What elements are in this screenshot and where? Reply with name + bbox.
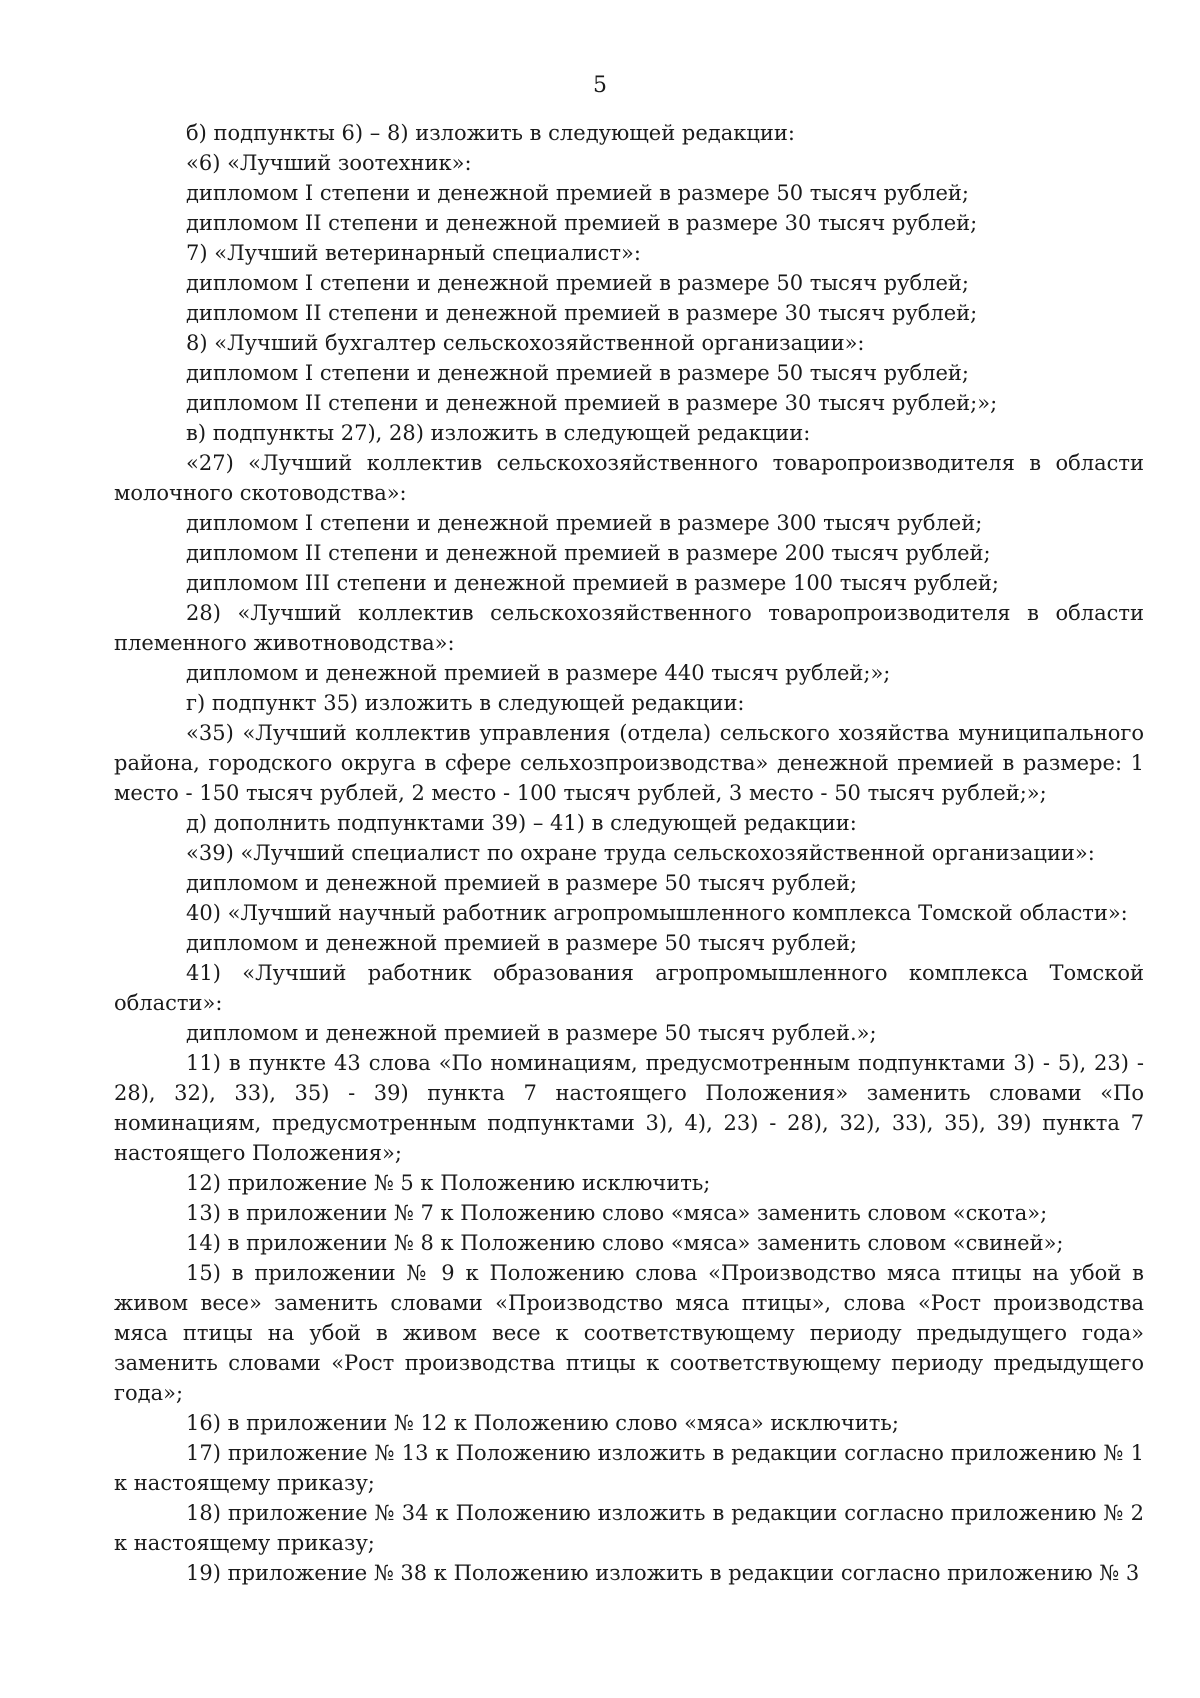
paragraph: 17) приложение № 13 к Положению изложить в редакции согласно приложению № 1 к настоящему приказу;: [114, 1441, 1144, 1495]
paragraph: 15) в приложении № 9 к Положению слова «Производство мяса птицы на убой в живом весе» заменить словами «Производство мяса птицы», слова «Рост производства мяса птицы на убой в живом весе к соответствующему периоду предыдущего года» заменить словами «Рост производства птицы к соответствующему периоду предыдущего года»;: [114, 1261, 1144, 1405]
paragraph: 16) в приложении № 12 к Положению слово «мяса» исключить;: [186, 1411, 899, 1435]
paragraph: 12) приложение № 5 к Положению исключить;: [186, 1171, 711, 1195]
paragraph: дипломом и денежной премией в размере 50 тысяч рублей;: [186, 931, 858, 955]
paragraph: дипломом и денежной премией в размере 440 тысяч рублей;»;: [186, 661, 891, 685]
paragraph: 41) «Лучший работник образования агропромышленного комплекса Томской области»:: [114, 961, 1144, 1015]
paragraph: дипломом I степени и денежной премией в размере 50 тысяч рублей;: [186, 361, 969, 385]
document-body: [114, 118, 1144, 1588]
paragraph: дипломом I степени и денежной премией в размере 50 тысяч рублей;: [186, 181, 969, 205]
paragraph: дипломом II степени и денежной премией в размере 30 тысяч рублей;: [186, 301, 978, 325]
paragraph: дипломом II степени и денежной премией в размере 30 тысяч рублей;: [186, 211, 978, 235]
page-number: 5: [593, 73, 607, 98]
paragraph: г) подпункт 35) изложить в следующей редакции:: [186, 691, 745, 715]
paragraph: «6) «Лучший зоотехник»:: [186, 151, 472, 175]
paragraph: 13) в приложении № 7 к Положению слово «мяса» заменить словом «скота»;: [186, 1201, 1048, 1225]
paragraph: в) подпункты 27), 28) изложить в следующей редакции:: [186, 421, 811, 445]
paragraph: дипломом III степени и денежной премией в размере 100 тысяч рублей;: [186, 571, 999, 595]
paragraph: 18) приложение № 34 к Положению изложить в редакции согласно приложению № 2 к настоящему приказу;: [114, 1501, 1144, 1555]
paragraph: 19) приложение № 38 к Положению изложить в редакции согласно приложению № 3: [186, 1561, 1140, 1585]
paragraph: 11) в пункте 43 слова «По номинациям, предусмотренным подпунктами 3) - 5), 23) - 28), 32), 33), 35) - 39) пункта 7 настоящего Положения» заменить словами «По номинациям, предусмотренным подпунктами 3), 4), 23) - 28), 32), 33), 35), 39) пункта 7 настоящего Положения»;: [114, 1051, 1144, 1165]
paragraph: д) дополнить подпунктами 39) – 41) в следующей редакции:: [186, 811, 857, 835]
paragraph: 28) «Лучший коллектив сельскохозяйственного товаропроизводителя в области племенного животноводства»:: [114, 601, 1144, 655]
paragraph: 40) «Лучший научный работник агропромышленного комплекса Томской области»:: [186, 901, 1128, 925]
paragraph: «35) «Лучший коллектив управления (отдела) сельского хозяйства муниципального района, городского округа в сфере сельхозпроизводства» денежной премией в размере: 1 место - 150 тысяч рублей, 2 место - 100 тысяч рублей, 3 место - 50 тысяч рублей;»;: [114, 721, 1144, 805]
paragraph: дипломом I степени и денежной премией в размере 50 тысяч рублей;: [186, 271, 969, 295]
paragraph: «39) «Лучший специалист по охране труда сельскохозяйственной организации»:: [186, 841, 1095, 865]
paragraph: 14) в приложении № 8 к Положению слово «мяса» заменить словом «свиней»;: [186, 1231, 1064, 1255]
paragraph: дипломом II степени и денежной премией в размере 200 тысяч рублей;: [186, 541, 991, 565]
paragraph: б) подпункты 6) – 8) изложить в следующей редакции:: [186, 121, 795, 145]
paragraph: «27) «Лучший коллектив сельскохозяйственного товаропроизводителя в области молочного скотоводства»:: [114, 451, 1144, 505]
paragraph: дипломом I степени и денежной премией в размере 300 тысяч рублей;: [186, 511, 983, 535]
paragraph: дипломом и денежной премией в размере 50 тысяч рублей;: [186, 871, 858, 895]
paragraph: 8) «Лучший бухгалтер сельскохозяйственной организации»:: [186, 331, 865, 355]
paragraph: дипломом II степени и денежной премией в размере 30 тысяч рублей;»;: [186, 391, 998, 415]
paragraph: 7) «Лучший ветеринарный специалист»:: [186, 241, 641, 265]
paragraph: дипломом и денежной премией в размере 50 тысяч рублей.»;: [186, 1021, 877, 1045]
